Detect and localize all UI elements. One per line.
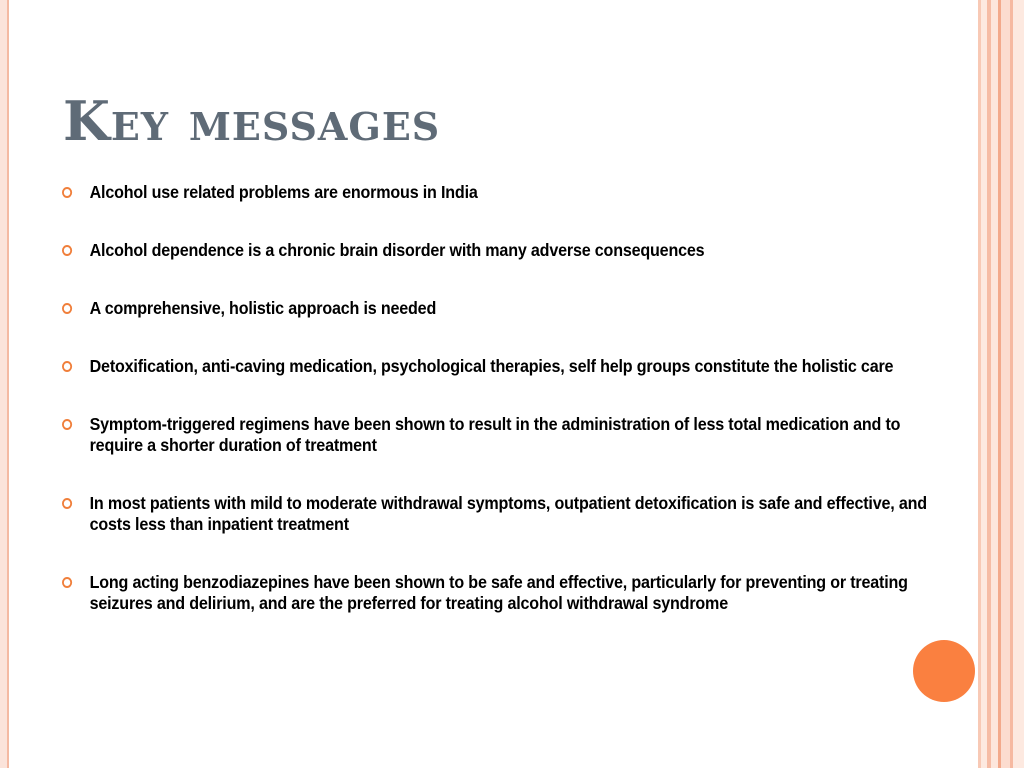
slide-title: Key messages bbox=[63, 89, 441, 153]
bullet-item bbox=[62, 182, 941, 203]
bullet-text: A comprehensive, holistic approach is needed bbox=[89, 298, 437, 318]
bullet-item bbox=[62, 414, 941, 456]
bullet-circle-icon bbox=[62, 498, 72, 509]
bullet-list bbox=[62, 182, 927, 651]
bullet-circle-icon bbox=[62, 419, 72, 430]
bullet-text: Alcohol dependence is a chronic brain disorder with many adverse consequences bbox=[89, 240, 705, 260]
bullet-circle-icon bbox=[62, 187, 72, 198]
bullet-circle-icon bbox=[62, 303, 72, 314]
bullet-text: In most patients with mild to moderate withdrawal symptoms, outpatient detoxification is safe and effective, and costs less than inpatient treatment bbox=[89, 493, 927, 534]
bullet-item bbox=[62, 356, 941, 377]
right-stripe-decoration bbox=[991, 0, 998, 768]
bullet-text: Alcohol use related problems are enormous in India bbox=[89, 182, 478, 202]
bullet-circle-icon bbox=[62, 361, 72, 372]
bullet-item bbox=[62, 298, 941, 319]
right-stripe-decoration bbox=[1001, 0, 1010, 768]
bullet-circle-icon bbox=[62, 245, 72, 256]
left-border-decoration bbox=[0, 0, 7, 768]
orange-circle-decoration bbox=[913, 640, 975, 702]
right-stripe-decoration bbox=[1013, 0, 1024, 768]
bullet-item bbox=[62, 572, 941, 614]
left-border-line bbox=[7, 0, 9, 768]
bullet-text: Symptom-triggered regimens have been shown to result in the administration of less total medication and to require a shorter duration of treatment bbox=[89, 414, 901, 455]
bullet-item bbox=[62, 240, 941, 261]
bullet-item bbox=[62, 493, 941, 535]
bullet-text: Long acting benzodiazepines have been shown to be safe and effective, particularly for preventing or treating seizures and delirium, and are the preferred for treating alcohol withdrawal syndrome bbox=[89, 572, 908, 613]
bullet-circle-icon bbox=[62, 577, 72, 588]
bullet-text: Detoxification, anti-caving medication, psychological therapies, self help groups constitute the holistic care bbox=[89, 356, 894, 376]
